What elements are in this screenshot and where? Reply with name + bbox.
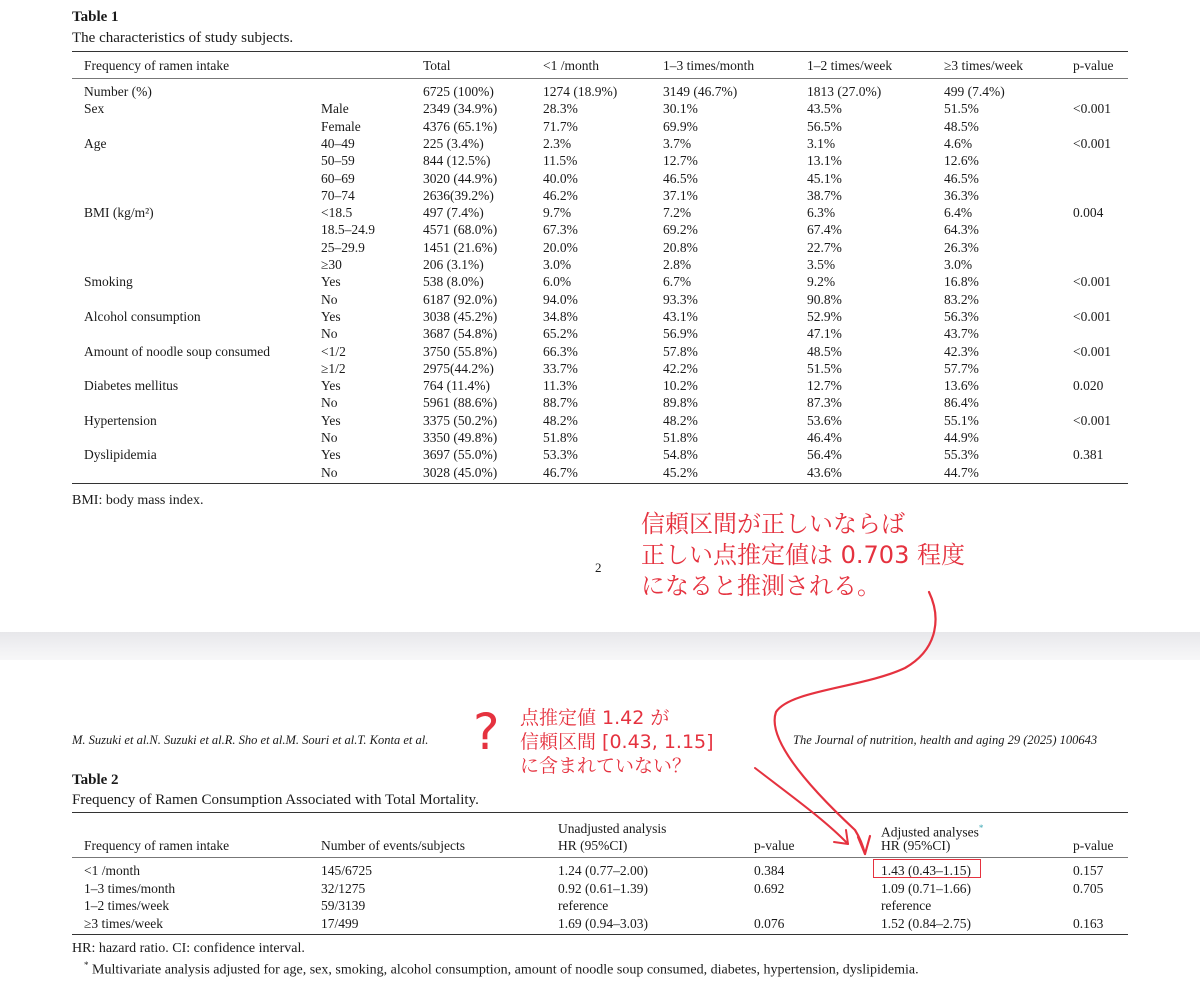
table1-cell-r5-c6: 46.5% bbox=[944, 170, 979, 186]
table2-header-unadj-pvalue: p-value bbox=[754, 838, 795, 853]
table1-cell-r3-c0: Age bbox=[84, 135, 107, 151]
table1-cell-r8-c2: 4571 (68.0%) bbox=[423, 222, 498, 238]
table1-cell-r10-c5: 3.5% bbox=[807, 257, 836, 272]
table2-cell-r3-c1: 17/499 bbox=[321, 915, 359, 931]
table1-cell-r16-c3: 33.7% bbox=[543, 360, 578, 376]
table1-cell-r8-c3: 67.3% bbox=[543, 222, 578, 238]
arrow-mid bbox=[755, 768, 848, 844]
table1-cell-r1-c3: 28.3% bbox=[543, 101, 578, 117]
table1-cell-r9-c4: 20.8% bbox=[663, 239, 698, 255]
table1-cell-r3-c4: 3.7% bbox=[663, 135, 692, 151]
table2-cell-r3-c0: ≥3 times/week bbox=[84, 915, 164, 931]
table1-cell-r12-c5: 90.8% bbox=[807, 291, 842, 307]
table1-cell-r0-c4: 3149 (46.7%) bbox=[663, 84, 738, 99]
annotation-top-line-3: になると推測される。 bbox=[641, 572, 881, 600]
table1-cell-r0-c0: Number (%) bbox=[84, 84, 152, 99]
annotation-top-line-1: 信頼区間が正しいならば bbox=[641, 510, 905, 538]
table1-cell-r18-c3: 88.7% bbox=[543, 395, 578, 411]
table1-cell-r3-c7: <0.001 bbox=[1073, 135, 1111, 151]
table1-cell-r3-c2: 225 (3.4%) bbox=[423, 135, 484, 151]
table1-cell-r14-c2: 3687 (54.8%) bbox=[423, 326, 498, 342]
table2-header-adj-pvalue: p-value bbox=[1073, 838, 1114, 853]
table1-caption: The characteristics of study subjects. bbox=[72, 30, 294, 46]
table1-cell-r17-c1: Yes bbox=[321, 378, 341, 394]
curved-arrow-top bbox=[775, 592, 936, 854]
table1-cell-r14-c6: 43.7% bbox=[944, 326, 979, 342]
table1-cell-r9-c2: 1451 (21.6%) bbox=[423, 239, 498, 255]
table1-cell-r16-c5: 51.5% bbox=[807, 360, 842, 376]
table1-cell-r14-c3: 65.2% bbox=[543, 326, 578, 342]
table1-header-total: Total bbox=[423, 58, 451, 73]
table1-cell-r21-c0: Dyslipidemia bbox=[84, 447, 157, 463]
table1-cell-r14-c4: 56.9% bbox=[663, 326, 698, 342]
table2-cell-r0-c5: 0.157 bbox=[1073, 863, 1104, 878]
table2-cell-r1-c0: 1–3 times/month bbox=[84, 880, 176, 896]
table1-cell-r15-c2: 3750 (55.8%) bbox=[423, 343, 498, 359]
table1-cell-r16-c4: 42.2% bbox=[663, 360, 698, 376]
table1-cell-r11-c2: 538 (8.0%) bbox=[423, 274, 484, 290]
table2-cell-r0-c2: 1.24 (0.77–2.00) bbox=[558, 863, 648, 878]
table2-cell-r1-c3: 0.692 bbox=[754, 880, 785, 896]
table1-cell-r15-c5: 48.5% bbox=[807, 343, 842, 359]
table1-cell-r0-c3: 1274 (18.9%) bbox=[543, 84, 618, 99]
table1-cell-r20-c1: No bbox=[321, 430, 338, 445]
table1-cell-r16-c6: 57.7% bbox=[944, 360, 979, 376]
table1-cell-r4-c4: 12.7% bbox=[663, 153, 698, 169]
table1-cell-r3-c5: 3.1% bbox=[807, 135, 836, 151]
table1-cell-r11-c6: 16.8% bbox=[944, 274, 979, 290]
table1-cell-r19-c2: 3375 (50.2%) bbox=[423, 412, 498, 428]
table1-cell-r21-c6: 55.3% bbox=[944, 447, 979, 463]
table1-cell-r9-c6: 26.3% bbox=[944, 239, 979, 255]
table1-cell-r20-c2: 3350 (49.8%) bbox=[423, 430, 498, 445]
table1-cell-r2-c5: 56.5% bbox=[807, 118, 842, 134]
table1-cell-r19-c0: Hypertension bbox=[84, 412, 157, 428]
table1-cell-r1-c6: 51.5% bbox=[944, 101, 979, 117]
table1-cell-r17-c5: 12.7% bbox=[807, 378, 842, 394]
table1-cell-r21-c5: 56.4% bbox=[807, 447, 842, 463]
table1-cell-r2-c1: Female bbox=[321, 118, 361, 134]
table1-cell-r17-c6: 13.6% bbox=[944, 378, 979, 394]
table1-cell-r13-c1: Yes bbox=[321, 308, 341, 324]
table1-cell-r7-c0: BMI (kg/m²) bbox=[84, 205, 154, 221]
table1-cell-r17-c0: Diabetes mellitus bbox=[84, 378, 179, 394]
table1-cell-r11-c5: 9.2% bbox=[807, 274, 836, 290]
table1-cell-r11-c3: 6.0% bbox=[543, 274, 572, 290]
table1-footnote: BMI: body mass index. bbox=[72, 493, 204, 508]
table1-cell-r22-c5: 43.6% bbox=[807, 464, 842, 480]
table2-cell-r3-c5: 0.163 bbox=[1073, 915, 1104, 931]
table2-cell-r3-c4: 1.52 (0.84–2.75) bbox=[881, 915, 971, 931]
table2-cell-r2-c0: 1–2 times/week bbox=[84, 898, 170, 913]
table2-header-frequency: Frequency of ramen intake bbox=[84, 838, 230, 853]
table1-cell-r3-c1: 40–49 bbox=[321, 135, 355, 151]
table2-cell-r1-c1: 32/1275 bbox=[321, 880, 366, 896]
table1-cell-r1-c2: 2349 (34.9%) bbox=[423, 101, 498, 117]
table1-cell-r6-c3: 46.2% bbox=[543, 187, 578, 203]
table1-cell-r6-c4: 37.1% bbox=[663, 187, 698, 203]
table1-cell-r15-c3: 66.3% bbox=[543, 343, 578, 359]
table1-cell-r2-c6: 48.5% bbox=[944, 118, 979, 134]
table1-cell-r6-c2: 2636(39.2%) bbox=[423, 187, 494, 203]
table1-cell-r5-c3: 40.0% bbox=[543, 170, 578, 186]
table1-cell-r13-c3: 34.8% bbox=[543, 308, 578, 324]
table1-cell-r2-c4: 69.9% bbox=[663, 118, 698, 134]
table1-cell-r7-c5: 6.3% bbox=[807, 205, 836, 221]
table1-cell-r12-c4: 93.3% bbox=[663, 291, 698, 307]
table2-cell-r1-c4: 1.09 (0.71–1.66) bbox=[881, 880, 971, 896]
table2-cell-r3-c3: 0.076 bbox=[754, 915, 785, 931]
table1-cell-r22-c1: No bbox=[321, 464, 338, 480]
table1-cell-r3-c3: 2.3% bbox=[543, 135, 572, 151]
table1-cell-r15-c1: <1/2 bbox=[321, 343, 346, 359]
table1-cell-r7-c2: 497 (7.4%) bbox=[423, 205, 484, 221]
table1-cell-r0-c6: 499 (7.4%) bbox=[944, 84, 1005, 99]
table2-footnote-adjustment: * Multivariate analysis adjusted for age, sex, smoking, alcohol consumption, amount of noodle soup consumed, diabetes, hypertension, dyslipidemia. bbox=[84, 960, 919, 978]
table1-cell-r22-c2: 3028 (45.0%) bbox=[423, 464, 498, 480]
table1-cell-r14-c5: 47.1% bbox=[807, 326, 842, 342]
table1-cell-r1-c4: 30.1% bbox=[663, 101, 698, 117]
running-header-journal: The Journal of nutrition, health and aging 29 (2025) 100643 bbox=[793, 733, 1098, 747]
table1-header-1to3month: 1–3 times/month bbox=[663, 58, 755, 73]
table2-cell-r3-c2: 1.69 (0.94–3.03) bbox=[558, 915, 648, 931]
table1-cell-r20-c6: 44.9% bbox=[944, 430, 979, 445]
table1-cell-r13-c7: <0.001 bbox=[1073, 308, 1111, 324]
table1-cell-r6-c5: 38.7% bbox=[807, 187, 842, 203]
table1-cell-r18-c2: 5961 (88.6%) bbox=[423, 395, 498, 411]
table2-cell-r1-c5: 0.705 bbox=[1073, 880, 1104, 896]
table1-cell-r13-c6: 56.3% bbox=[944, 308, 979, 324]
table1-cell-r4-c1: 50–59 bbox=[321, 153, 355, 169]
table2-cell-r0-c3: 0.384 bbox=[754, 863, 785, 878]
table1-title: Table 1 bbox=[72, 9, 119, 25]
table1-header-pvalue: p-value bbox=[1073, 58, 1114, 73]
table1-cell-r10-c2: 206 (3.1%) bbox=[423, 257, 484, 272]
table1-cell-r8-c1: 18.5–24.9 bbox=[321, 222, 375, 238]
table1-cell-r2-c2: 4376 (65.1%) bbox=[423, 118, 498, 134]
table1-cell-r15-c6: 42.3% bbox=[944, 343, 979, 359]
table1-cell-r16-c2: 2975(44.2%) bbox=[423, 360, 494, 376]
annotation-mid-line-3: に含まれていない？ bbox=[520, 755, 692, 777]
table1-cell-r19-c4: 48.2% bbox=[663, 412, 698, 428]
table1-cell-r18-c1: No bbox=[321, 395, 338, 411]
table1-cell-r19-c3: 48.2% bbox=[543, 412, 578, 428]
table1-cell-r10-c4: 2.8% bbox=[663, 257, 692, 272]
table1-cell-r19-c1: Yes bbox=[321, 412, 341, 428]
annotation-mid-line-2: 信頼区間 [0.43, 1.15] bbox=[520, 731, 714, 753]
table2-cell-r0-c4: 1.43 (0.43–1.15) bbox=[881, 863, 971, 878]
table2-footnote-abbrev: HR: hazard ratio. CI: confidence interval. bbox=[72, 941, 305, 956]
table1-cell-r22-c3: 46.7% bbox=[543, 464, 578, 480]
table1-cell-r4-c2: 844 (12.5%) bbox=[423, 153, 491, 169]
table1-cell-r20-c3: 51.8% bbox=[543, 430, 578, 445]
table1-cell-r2-c3: 71.7% bbox=[543, 118, 578, 134]
table1-cell-r9-c5: 22.7% bbox=[807, 239, 842, 255]
table1-cell-r0-c2: 6725 (100%) bbox=[423, 84, 494, 99]
table1-cell-r9-c1: 25–29.9 bbox=[321, 239, 365, 255]
table1-cell-r21-c3: 53.3% bbox=[543, 447, 578, 463]
table1-cell-r1-c7: <0.001 bbox=[1073, 101, 1111, 117]
table2-header-events: Number of events/subjects bbox=[321, 838, 465, 853]
table1-cell-r5-c1: 60–69 bbox=[321, 170, 355, 186]
table2-header-unadj-hr: HR (95%CI) bbox=[558, 838, 628, 853]
table2-caption: Frequency of Ramen Consumption Associated with Total Mortality. bbox=[72, 792, 479, 808]
table1-cell-r11-c4: 6.7% bbox=[663, 274, 692, 290]
table1-cell-r18-c4: 89.8% bbox=[663, 395, 698, 411]
table1-cell-r6-c1: 70–74 bbox=[321, 187, 355, 203]
table1-cell-r17-c7: 0.020 bbox=[1073, 378, 1104, 394]
table1-cell-r8-c4: 69.2% bbox=[663, 222, 698, 238]
table1-cell-r11-c0: Smoking bbox=[84, 274, 133, 290]
table1-cell-r15-c0: Amount of noodle soup consumed bbox=[84, 343, 270, 359]
table1-cell-r1-c1: Male bbox=[321, 101, 349, 117]
table1-cell-r5-c5: 45.1% bbox=[807, 170, 842, 186]
table1-cell-r7-c4: 7.2% bbox=[663, 205, 692, 221]
table1-cell-r10-c6: 3.0% bbox=[944, 257, 973, 272]
table1-cell-r22-c4: 45.2% bbox=[663, 464, 698, 480]
table2-cell-r2-c4: reference bbox=[881, 898, 932, 913]
table1-cell-r18-c6: 86.4% bbox=[944, 395, 979, 411]
table1-cell-r7-c1: <18.5 bbox=[321, 205, 353, 221]
table2-header-adj-hr: HR (95%CI) bbox=[881, 838, 951, 853]
table1-cell-r7-c7: 0.004 bbox=[1073, 205, 1104, 221]
table1-cell-r20-c5: 46.4% bbox=[807, 430, 842, 445]
table1-cell-r18-c5: 87.3% bbox=[807, 395, 842, 411]
table2-cell-r0-c0: <1 /month bbox=[84, 863, 140, 878]
annotation-top-line-2: 正しい点推定値は 0.703 程度 bbox=[641, 541, 965, 569]
table1-cell-r15-c4: 57.8% bbox=[663, 343, 698, 359]
running-header-authors: M. Suzuki et al.N. Suzuki et al.R. Sho et al.M. Souri et al.T. Konta et al. bbox=[72, 733, 429, 747]
annotation-mid-line-1: 点推定値 1.42 が bbox=[520, 707, 670, 729]
table1-cell-r15-c7: <0.001 bbox=[1073, 343, 1111, 359]
table1-header-ge3week: ≥3 times/week bbox=[944, 58, 1024, 73]
table1-cell-r17-c4: 10.2% bbox=[663, 378, 698, 394]
table1-cell-r11-c1: Yes bbox=[321, 274, 341, 290]
table1-cell-r13-c4: 43.1% bbox=[663, 308, 698, 324]
table1-cell-r4-c3: 11.5% bbox=[543, 153, 578, 169]
table2-cell-r2-c2: reference bbox=[558, 898, 609, 913]
table1-cell-r17-c3: 11.3% bbox=[543, 378, 578, 394]
table1-cell-r3-c6: 4.6% bbox=[944, 135, 973, 151]
table1-cell-r13-c2: 3038 (45.2%) bbox=[423, 308, 498, 324]
table1-cell-r7-c3: 9.7% bbox=[543, 205, 572, 221]
table1-cell-r21-c7: 0.381 bbox=[1073, 447, 1104, 463]
page-number: 2 bbox=[595, 560, 602, 575]
table1-cell-r22-c6: 44.7% bbox=[944, 464, 979, 480]
table1-cell-r21-c1: Yes bbox=[321, 447, 341, 463]
table1-cell-r4-c5: 13.1% bbox=[807, 153, 842, 169]
table1-header-frequency: Frequency of ramen intake bbox=[84, 58, 230, 73]
table1-cell-r19-c5: 53.6% bbox=[807, 412, 842, 428]
question-mark: ? bbox=[473, 703, 500, 761]
table1-cell-r7-c6: 6.4% bbox=[944, 205, 973, 221]
annotation-mid bbox=[520, 706, 714, 778]
table1-cell-r21-c2: 3697 (55.0%) bbox=[423, 447, 498, 463]
table1-cell-r12-c3: 94.0% bbox=[543, 291, 578, 307]
table1-cell-r19-c7: <0.001 bbox=[1073, 412, 1111, 428]
table1-cell-r6-c6: 36.3% bbox=[944, 187, 979, 203]
table2-title: Table 2 bbox=[72, 772, 119, 788]
table1-cell-r0-c5: 1813 (27.0%) bbox=[807, 84, 882, 99]
table1-cell-r12-c6: 83.2% bbox=[944, 291, 979, 307]
table1-cell-r10-c1: ≥30 bbox=[321, 257, 342, 272]
table1-cell-r13-c0: Alcohol consumption bbox=[84, 308, 201, 324]
table2-header-unadjusted: Unadjusted analysis bbox=[558, 821, 667, 836]
table1-cell-r5-c4: 46.5% bbox=[663, 170, 698, 186]
table1-cell-r9-c3: 20.0% bbox=[543, 239, 578, 255]
table1-cell-r1-c0: Sex bbox=[84, 101, 105, 117]
table1-cell-r14-c1: No bbox=[321, 326, 338, 342]
table1-cell-r21-c4: 54.8% bbox=[663, 447, 698, 463]
table1-cell-r1-c5: 43.5% bbox=[807, 101, 842, 117]
curved-arrow-top-head bbox=[858, 836, 870, 854]
table1-cell-r16-c1: ≥1/2 bbox=[321, 360, 346, 376]
table1-cell-r4-c6: 12.6% bbox=[944, 153, 979, 169]
table1-cell-r5-c2: 3020 (44.9%) bbox=[423, 170, 498, 186]
table1-cell-r8-c5: 67.4% bbox=[807, 222, 842, 238]
table1-cell-r12-c1: No bbox=[321, 291, 338, 307]
table1-cell-r10-c3: 3.0% bbox=[543, 257, 572, 272]
table1-cell-r12-c2: 6187 (92.0%) bbox=[423, 291, 498, 307]
annotation-top bbox=[641, 509, 965, 602]
table1-header-1to2week: 1–2 times/week bbox=[807, 58, 893, 73]
table2-cell-r0-c1: 145/6725 bbox=[321, 863, 373, 878]
table2-header-adjusted: Adjusted analyses* bbox=[881, 823, 984, 840]
table1-cell-r17-c2: 764 (11.4%) bbox=[423, 378, 490, 394]
table1-cell-r11-c7: <0.001 bbox=[1073, 274, 1111, 290]
table1-cell-r8-c6: 64.3% bbox=[944, 222, 979, 238]
table1-cell-r19-c6: 55.1% bbox=[944, 412, 979, 428]
table1-header-lt1month: <1 /month bbox=[543, 58, 599, 73]
table2-cell-r2-c1: 59/3139 bbox=[321, 898, 366, 913]
table1-cell-r13-c5: 52.9% bbox=[807, 308, 842, 324]
table1-cell-r20-c4: 51.8% bbox=[663, 430, 698, 445]
table2-cell-r1-c2: 0.92 (0.61–1.39) bbox=[558, 880, 648, 896]
